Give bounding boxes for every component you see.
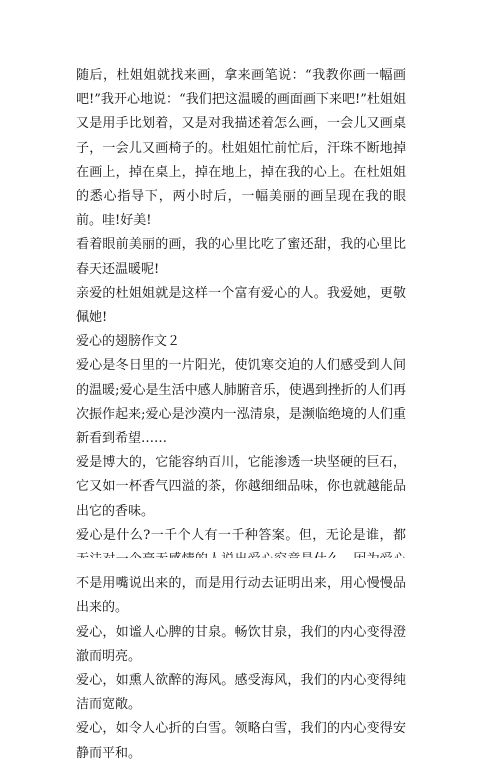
document-body	[76, 64, 406, 766]
paragraph-8: 爱心，如熏人欲醉的海风。感受海风，我们的内心变得纯洁而宽敞。	[76, 673, 406, 713]
page-bottom-edge	[0, 558, 500, 565]
paragraph-5: 爱是博大的，它能容纳百川，它能渗透一块坚硬的巨石，它又如一杯香气四溢的茶，你越细细品味，你也就越能品出它的香味。	[76, 455, 406, 519]
paragraph-1: 随后，杜姐姐就找来画，拿来画笔说：“我教你画一幅画吧!”我开心地说：“我们把这温暖的画面画下来吧!”杜姐姐又是用手比划着，又是对我描述着怎么画，一会儿又画桌子，一会儿又画椅子的。杜姐姐忙前忙后，汗珠不断地掉在画上，掉在桌上，掉在地上，掉在我的心上。在杜姐姐的悉心指导下，两小时后，一幅美丽的画呈现在我的眼前。哇!好美!	[76, 68, 406, 229]
paragraph-2: 看着眼前美丽的画，我的心里比吃了蜜还甜，我的心里比春天还温暖呢!	[76, 237, 406, 277]
section-heading: 爱心的翅膀作文２	[76, 334, 181, 350]
paragraph-7: 爱心，如谧人心脾的甘泉。畅饮甘泉，我们的内心变得澄澈而明亮。	[76, 624, 406, 664]
paragraph-9: 爱心，如令人心折的白雪。领略白雪，我们的内心变得安静而平和。	[76, 721, 406, 761]
paragraph-6: 爱心是什么?一千个人有一千种答案。但，无论是谁，都 不是用嘴说出来的，而是用行动去证明出来，用心慢慢品出来的。	[76, 527, 406, 616]
paragraph-4: 爱心是冬日里的一片阳光，使饥寒交迫的人们感受到人间的温暖;爱心是生活中感人肺腑音乐，使遇到挫折的人们再次振作起来;爱心是沙漠内一泓清泉，是濒临绝境的人们重新看到希望……	[76, 358, 406, 447]
paragraph-3: 亲爱的杜姐姐就是这样一个富有爱心的人。我爱她，更敬佩她!	[76, 285, 406, 326]
